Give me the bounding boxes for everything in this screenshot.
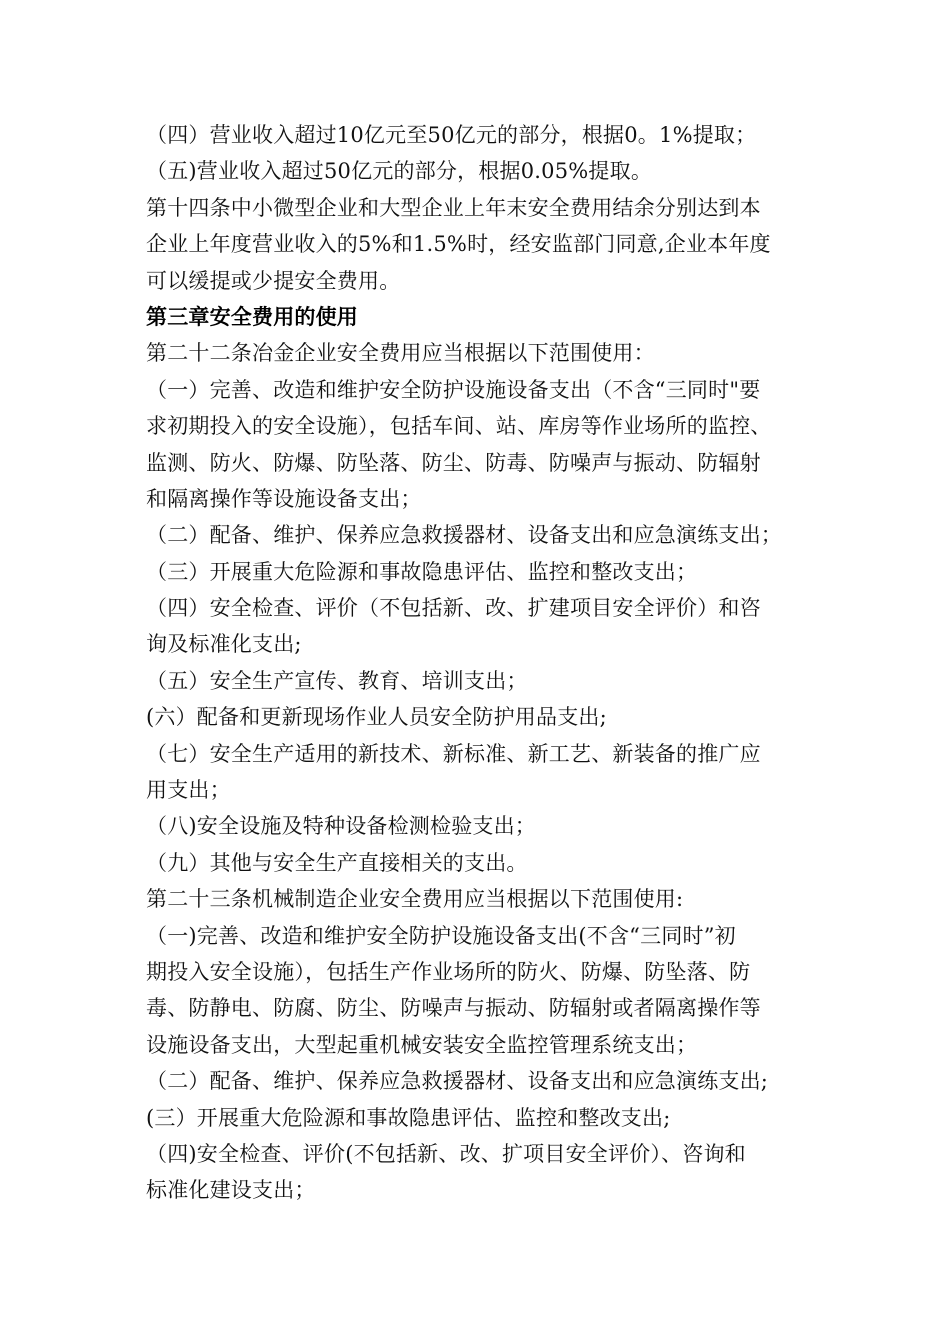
paragraph-line: 和隔离操作等设施设备支出；	[146, 486, 422, 511]
paragraph-line: （七）安全生产适用的新技术、新标准、新工艺、新装备的推广应	[146, 741, 761, 766]
paragraph-line: 设施设备支出，大型起重机械安装安全监控管理系统支出；	[146, 1032, 698, 1057]
paragraph-line: （一）完善、改造和维护安全防护设施设备支出（不含“三同时"要	[146, 377, 761, 402]
paragraph-line: (六）配备和更新现场作业人员安全防护用品支出;	[146, 705, 607, 730]
paragraph-line: 第二十三条机械制造企业安全费用应当根据以下范围使用:	[146, 887, 684, 912]
paragraph-line: 企业上年度营业收入的5%和1.5%时，经安监部门同意,企业本年度	[146, 232, 771, 257]
paragraph-line: (三）开展重大危险源和事故隐患评估、监控和整改支出;	[146, 1105, 671, 1130]
paragraph-line: （四）安全检查、评价（不包括新、改、扩建项目安全评价）和咨	[146, 596, 761, 621]
paragraph-line: 标准化建设支出；	[146, 1178, 316, 1203]
paragraph-line: 毒、防静电、防腐、防尘、防噪声与振动、防辐射或者隔离操作等	[146, 996, 761, 1021]
paragraph-line: （二）配备、维护、保养应急救援器材、设备支出和应急演练支出;	[146, 1069, 769, 1094]
paragraph-line: 第二十二条冶金企业安全费用应当根据以下范围使用：	[146, 341, 655, 366]
paragraph-line: 期投入安全设施），包括生产作业场所的防火、防爆、防坠落、防	[146, 959, 751, 984]
paragraph-line: 求初期投入的安全设施），包括车间、站、库房等作业场所的监控、	[146, 414, 772, 439]
paragraph-line: 询及标准化支出;	[146, 632, 302, 657]
paragraph-line: （三）开展重大危险源和事故隐患评估、监控和整改支出；	[146, 559, 698, 584]
paragraph-line: （五)营业收入超过50亿元的部分，根据0.05%提取。	[146, 159, 653, 184]
paragraph-line: （八)安全设施及特种设备检测检验支出；	[146, 814, 536, 839]
paragraph-line: （四）营业收入超过10亿元至50亿元的部分，根据0。1%提取；	[146, 123, 757, 147]
paragraph-line: 用支出；	[146, 778, 231, 803]
paragraph-line: （九）其他与安全生产直接相关的支出。	[146, 850, 528, 875]
chapter-heading: 第三章安全费用的使用	[146, 304, 358, 329]
paragraph-line: （一)完善、改造和维护安全防护设施设备支出(不含“三同时”初	[146, 923, 736, 948]
paragraph-line: （二）配备、维护、保养应急救援器材、设备支出和应急演练支出；	[146, 523, 782, 548]
paragraph-line: 第十四条中小微型企业和大型企业上年末安全费用结余分别达到本	[146, 195, 761, 220]
paragraph-line: （五）安全生产宣传、教育、培训支出；	[146, 668, 528, 693]
document-body	[146, 117, 810, 1209]
paragraph-line: （四)安全检查、评价(不包括新、改、扩项目安全评价）、咨询和	[146, 1141, 746, 1166]
paragraph-line: 可以缓提或少提安全费用。	[146, 268, 401, 293]
paragraph-line: 监测、防火、防爆、防坠落、防尘、防毒、防噪声与振动、防辐射	[146, 450, 761, 475]
